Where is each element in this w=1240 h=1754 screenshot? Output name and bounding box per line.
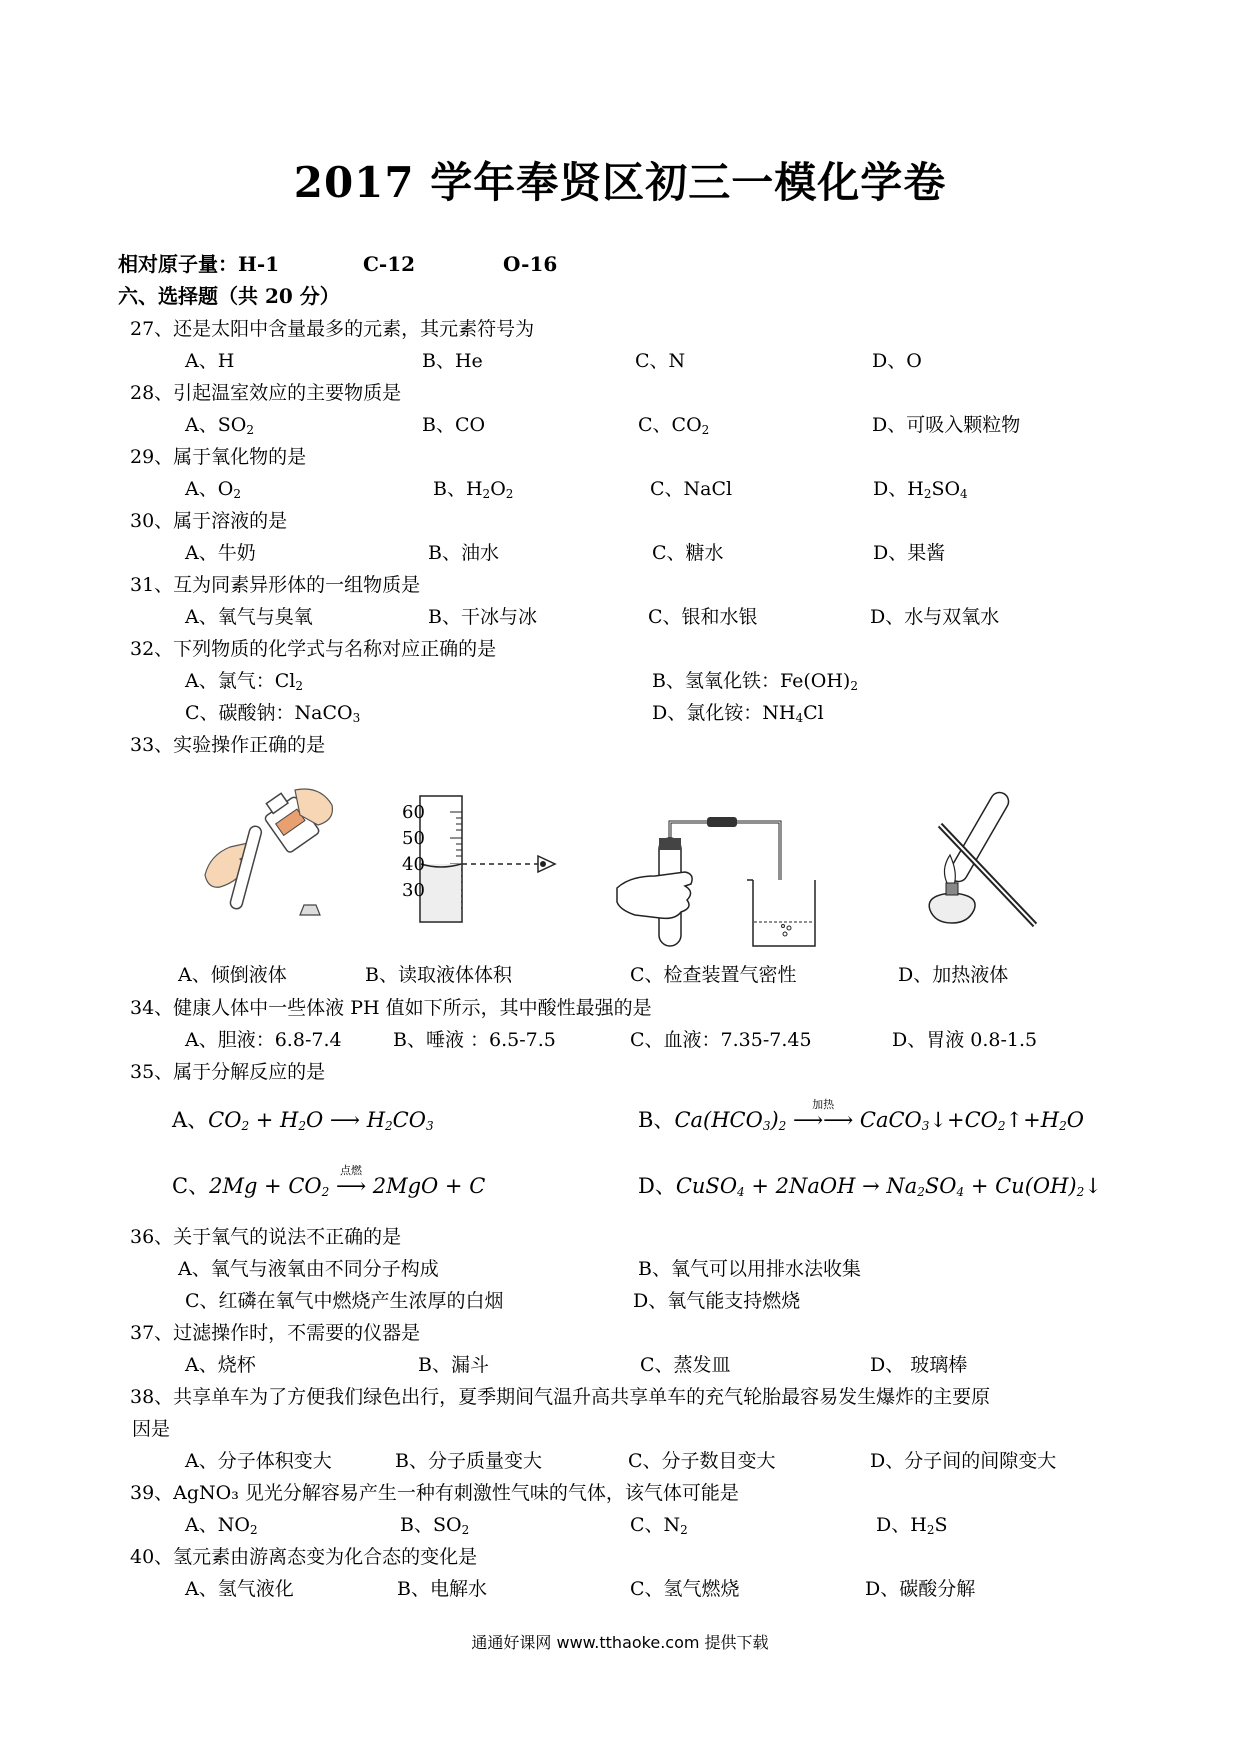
question-35-option-d: D、CuSO$_4$ + 2NaOH → $Na_2SO_4$ + $Cu(OH)_2↓$ bbox=[638, 1174, 1102, 1199]
question-31-option-c: C、银和水银 bbox=[648, 606, 758, 628]
question-40-option-a: A、氢气液化 bbox=[185, 1578, 294, 1600]
question-39-option-a: A、$NO_2$ bbox=[185, 1514, 258, 1537]
question-29-option-a: A、$O_2$ bbox=[185, 478, 241, 501]
heating-liquid-figure bbox=[910, 785, 1050, 935]
question-37-stem: 37、过滤操作时，不需要的仪器是 bbox=[130, 1322, 421, 1344]
question-29-stem: 29、属于氧化物的是 bbox=[130, 446, 307, 468]
question-40-option-d: D、碳酸分解 bbox=[865, 1578, 976, 1600]
cylinder-tick-50: 50 bbox=[402, 828, 425, 849]
question-37-option-d: D、 玻璃棒 bbox=[870, 1354, 968, 1376]
question-39-option-c: C、$N_2$ bbox=[630, 1514, 688, 1537]
atomic-mass-c: C-12 bbox=[363, 252, 416, 276]
question-29-option-c: C、NaCl bbox=[650, 478, 733, 500]
question-32-option-b: B、氢氧化铁：$Fe(OH)_2$ bbox=[652, 670, 858, 693]
cylinder-tick-30: 30 bbox=[402, 880, 425, 901]
question-37-option-c: C、蒸发皿 bbox=[640, 1354, 731, 1376]
atomic-mass-h: H-1 bbox=[238, 252, 280, 276]
question-32-option-d: D、氯化铵：$NH_4Cl$ bbox=[652, 702, 824, 725]
question-37-option-b: B、漏斗 bbox=[418, 1354, 489, 1376]
question-34-option-a: A、胆液：6.8-7.4 bbox=[185, 1029, 342, 1051]
atomic-mass-label: 相对原子量： bbox=[118, 252, 238, 276]
question-27-option-b: B、He bbox=[422, 350, 483, 372]
question-34-option-c: C、血液：7.35-7.45 bbox=[630, 1029, 812, 1051]
question-35-option-a: A、$CO_2 + H_2O$ ⟶ $H_2CO_3$ bbox=[172, 1108, 434, 1133]
question-27-option-d: D、O bbox=[872, 350, 922, 372]
page-title: 2017 学年奉贤区初三一模化学卷 bbox=[293, 158, 947, 207]
question-38-option-b: B、分子质量变大 bbox=[395, 1450, 542, 1472]
heat-condition: 加热 bbox=[812, 1098, 835, 1111]
question-34-option-b: B、唾液 ：6.5-7.5 bbox=[393, 1029, 556, 1051]
question-39-option-b: B、$SO_2$ bbox=[400, 1514, 470, 1537]
footer-credit: 通通好课网 www.tthaoke.com 提供下载 bbox=[471, 1633, 769, 1652]
question-30-option-c: C、糖水 bbox=[652, 542, 724, 564]
question-36-option-a: A、氧气与液氧由不同分子构成 bbox=[178, 1258, 439, 1280]
question-38-option-d: D、分子间的间隙变大 bbox=[870, 1450, 1057, 1472]
graduated-cylinder-figure bbox=[400, 792, 560, 927]
question-33-option-c: C、检查装置气密性 bbox=[630, 964, 797, 986]
question-35-option-b: B、$Ca(HCO_3)_2$ 加热 ⟶⟶ $CaCO_3↓+CO_2↑+H_2O$ bbox=[638, 1098, 1084, 1133]
question-32-option-c: C、碳酸钠：NaCO$_3$ bbox=[185, 702, 361, 725]
question-40-stem: 40、氢元素由游离态变为化合态的变化是 bbox=[130, 1546, 478, 1568]
airtightness-check-figure bbox=[615, 810, 825, 950]
question-29-option-d: D、$H_2SO_4$ bbox=[873, 478, 968, 501]
cylinder-tick-40: 40 bbox=[402, 854, 425, 875]
question-35-stem: 35、属于分解反应的是 bbox=[130, 1061, 326, 1083]
question-30-option-d: D、果酱 bbox=[873, 542, 946, 564]
question-31-option-a: A、氧气与臭氧 bbox=[185, 606, 313, 628]
question-31-stem: 31、互为同素异形体的一组物质是 bbox=[130, 574, 421, 596]
question-28-option-c: C、$CO_2$ bbox=[638, 414, 710, 437]
question-36-option-d: D、氧气能支持燃烧 bbox=[633, 1290, 801, 1312]
question-31-option-d: D、水与双氧水 bbox=[870, 606, 1000, 628]
atomic-mass-o: O-16 bbox=[503, 252, 558, 276]
question-30-stem: 30、属于溶液的是 bbox=[130, 510, 288, 532]
section-heading: 六、选择题（共 20 分） bbox=[118, 284, 340, 308]
question-28-option-a: A、$SO_2$ bbox=[185, 414, 254, 437]
cylinder-tick-60: 60 bbox=[402, 802, 425, 823]
question-39-stem: 39、AgNO₃ 见光分解容易产生一种有刺激性气味的气体，该气体可能是 bbox=[130, 1482, 739, 1504]
question-35-option-c: C、$2Mg + CO_2$ 点燃 ⟶ 2MgO + C bbox=[172, 1164, 486, 1199]
question-39-option-d: D、$H_2S$ bbox=[876, 1514, 948, 1537]
question-32-option-a: A、氯气：$Cl_2$ bbox=[185, 670, 303, 693]
question-27-option-a: A、H bbox=[185, 350, 235, 372]
question-33-option-d: D、加热液体 bbox=[898, 964, 1009, 986]
question-31-option-b: B、干冰与冰 bbox=[428, 606, 537, 628]
question-34-stem: 34、健康人体中一些体液 PH 值如下所示，其中酸性最强的是 bbox=[130, 997, 652, 1019]
question-28-option-d: D、可吸入颗粒物 bbox=[872, 414, 1021, 436]
question-36-option-b: B、氧气可以用排水法收集 bbox=[638, 1258, 861, 1280]
question-38-stem-continued: 因是 bbox=[132, 1418, 171, 1440]
question-27-option-c: C、N bbox=[635, 350, 686, 372]
question-37-option-a: A、烧杯 bbox=[185, 1354, 256, 1376]
question-27-stem: 27、还是太阳中含量最多的元素，其元素符号为 bbox=[130, 318, 535, 340]
question-40-option-b: B、电解水 bbox=[397, 1578, 487, 1600]
question-30-option-a: A、牛奶 bbox=[185, 542, 256, 564]
question-33-option-a: A、倾倒液体 bbox=[178, 964, 287, 986]
question-38-option-c: C、分子数目变大 bbox=[628, 1450, 776, 1472]
question-36-stem: 36、关于氧气的说法不正确的是 bbox=[130, 1226, 402, 1248]
question-34-option-d: D、胃液 0.8-1.5 bbox=[892, 1029, 1038, 1051]
question-33-stem: 33、实验操作正确的是 bbox=[130, 734, 326, 756]
question-38-option-a: A、分子体积变大 bbox=[185, 1450, 332, 1472]
question-28-stem: 28、引起温室效应的主要物质是 bbox=[130, 382, 402, 404]
question-38-stem: 38、共享单车为了方便我们绿色出行，夏季期间气温升高共享单车的充气轮胎最容易发生爆炸的主要原 bbox=[130, 1386, 991, 1408]
question-33-option-b: B、读取液体体积 bbox=[365, 964, 512, 986]
question-30-option-b: B、油水 bbox=[428, 542, 499, 564]
question-36-option-c: C、红磷在氧气中燃烧产生浓厚的白烟 bbox=[185, 1290, 504, 1312]
question-40-option-c: C、氢气燃烧 bbox=[630, 1578, 740, 1600]
atomic-mass-line bbox=[118, 248, 557, 277]
pouring-liquid-figure bbox=[200, 785, 340, 925]
question-29-option-b: B、$H_2O_2$ bbox=[433, 478, 514, 501]
question-28-option-b: B、CO bbox=[422, 414, 486, 436]
ignite-condition: 点燃 bbox=[340, 1164, 362, 1177]
question-32-stem: 32、下列物质的化学式与名称对应正确的是 bbox=[130, 638, 497, 660]
